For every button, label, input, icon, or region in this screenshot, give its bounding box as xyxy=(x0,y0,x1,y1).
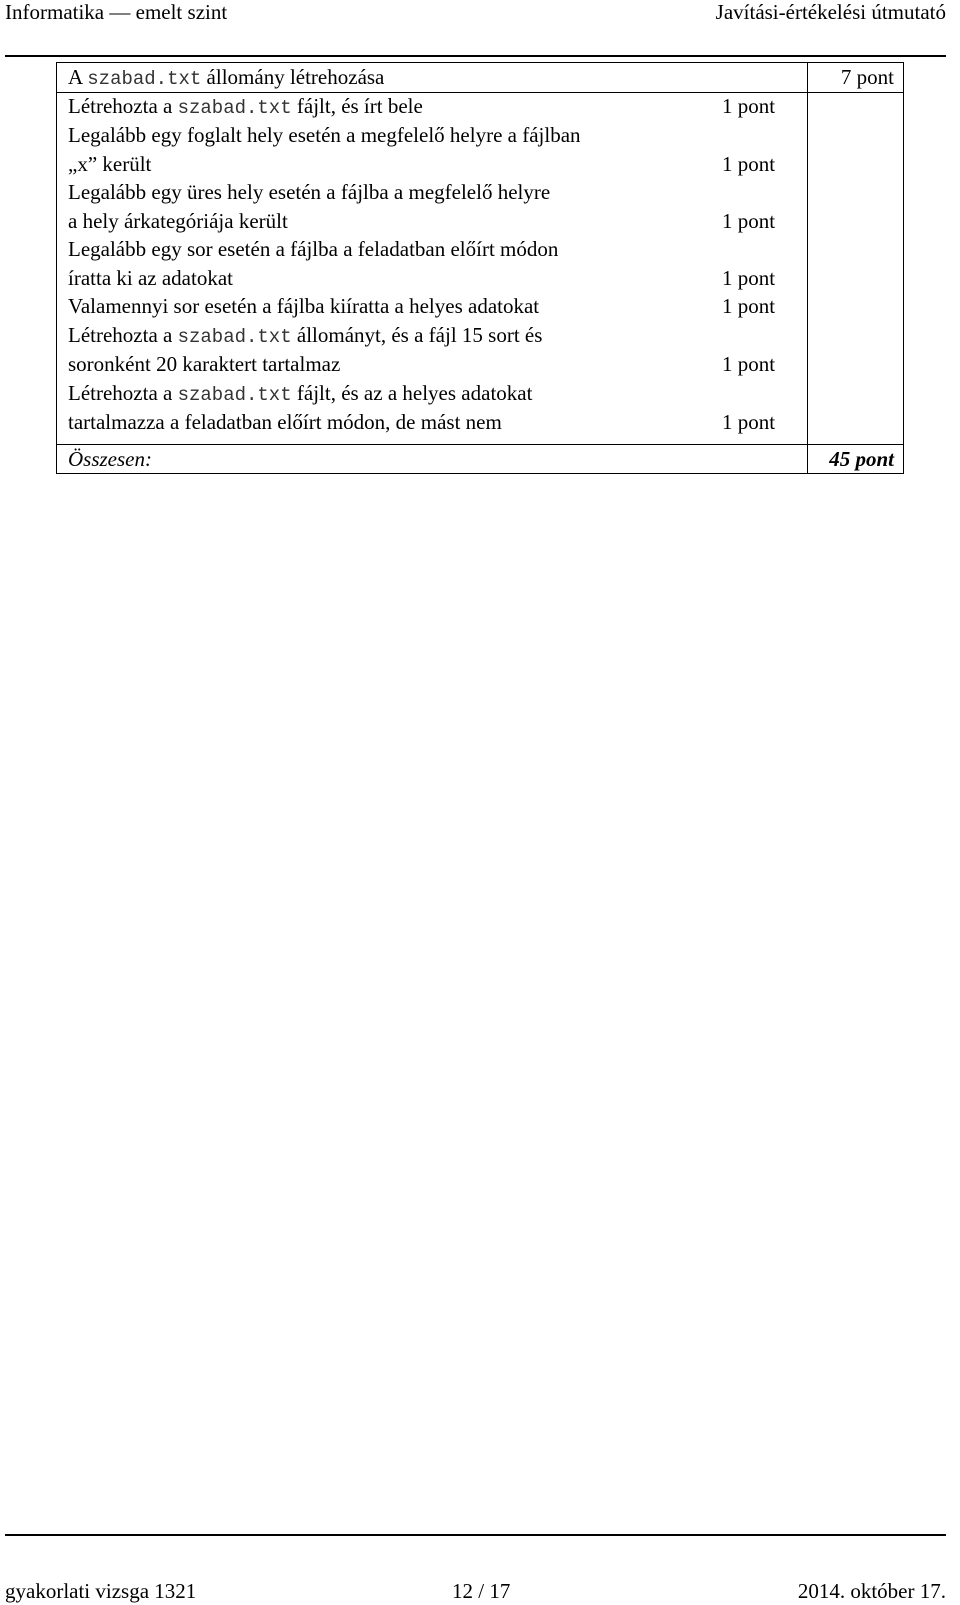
criterion-5-points: 1 pont xyxy=(722,294,776,318)
criterion-6-points: 1 pont xyxy=(722,352,776,376)
section-points: 7 pont xyxy=(840,65,894,89)
criterion-3-points: 1 pont xyxy=(722,209,776,233)
criterion-4-line-1: Legalább egy sor esetén a fájlba a feladatban előírt módon xyxy=(68,237,559,261)
criterion-6-line-2: soronként 20 karaktert tartalmaz xyxy=(68,352,341,376)
page-header xyxy=(5,0,946,28)
criterion-4-points: 1 pont xyxy=(722,266,776,290)
footer-date: 2014. október 17. xyxy=(797,1579,946,1603)
criterion-3-line-1: Legalább egy üres hely esetén a fájlba a megfelelő helyre xyxy=(68,180,551,204)
footer-rule xyxy=(5,1534,946,1536)
criterion-7-line-2: tartalmazza a feladatban előírt módon, de mást nem xyxy=(68,410,502,434)
page-footer xyxy=(5,1578,946,1604)
header-rule xyxy=(5,55,946,57)
footer-exam: gyakorlati vizsga 1321 xyxy=(5,1579,197,1603)
criterion-2-line-1: Legalább egy foglalt hely esetén a megfelelő helyre a fájlban xyxy=(68,123,581,147)
criterion-7-line-1: Létrehozta a szabad.txt fájlt, és az a helyes adatokat xyxy=(68,381,533,406)
criterion-6-line-1: Létrehozta a szabad.txt állományt, és a fájl 15 sort és xyxy=(68,323,543,348)
total-points: 45 pont xyxy=(829,447,894,471)
criterion-1-points: 1 pont xyxy=(722,94,776,118)
row-separator-total xyxy=(57,444,903,445)
criterion-1: Létrehozta a szabad.txt fájlt, és írt bele xyxy=(68,94,423,119)
criterion-4-line-2: íratta ki az adatokat xyxy=(68,266,233,290)
total-label: Összesen: xyxy=(68,447,152,471)
column-separator xyxy=(807,63,808,473)
criterion-2-line-2: „x” került xyxy=(68,152,152,176)
page-number: 12 / 17 xyxy=(452,1579,511,1603)
criterion-5: Valamennyi sor esetén a fájlba kiíratta a helyes adatokat xyxy=(68,294,540,318)
criterion-3-line-2: a hely árkategóriája került xyxy=(68,209,288,233)
criterion-2-points: 1 pont xyxy=(722,152,776,176)
criterion-7-points: 1 pont xyxy=(722,410,776,434)
section-title: A szabad.txt állomány létrehozása xyxy=(68,65,385,90)
header-subject: Informatika — emelt szint xyxy=(5,0,228,24)
header-doc-type: Javítási-értékelési útmutató xyxy=(715,0,946,24)
